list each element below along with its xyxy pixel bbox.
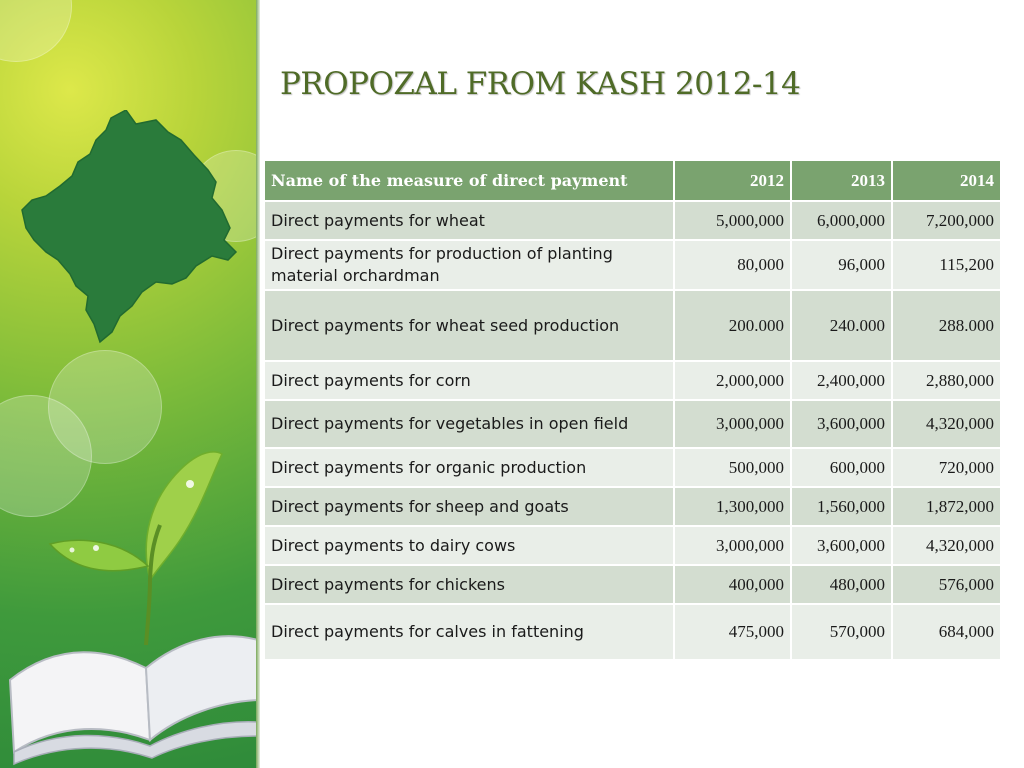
measure-name: Direct payments for calves in fattening [264,604,674,660]
measure-name: Direct payments for production of planting material orchardman [264,240,674,290]
column-header-2014: 2014 [892,160,1001,201]
value-2012: 80,000 [674,240,791,290]
value-2012: 2,000,000 [674,361,791,400]
direct-payments-table [263,159,1002,661]
value-2014: 1,872,000 [892,487,1001,526]
value-2012: 475,000 [674,604,791,660]
decorative-side-panel [0,0,258,768]
value-2014: 115,200 [892,240,1001,290]
column-header-measure: Name of the measure of direct payment [264,160,674,201]
table-row [264,448,1001,487]
table-row [264,201,1001,240]
value-2012: 5,000,000 [674,201,791,240]
value-2014: 720,000 [892,448,1001,487]
value-2012: 3,000,000 [674,400,791,448]
decorative-bubble [0,0,72,62]
column-header-2012: 2012 [674,160,791,201]
measure-name: Direct payments to dairy cows [264,526,674,565]
value-2014: 288.000 [892,290,1001,361]
table-header-row [264,160,1001,201]
table-row [264,526,1001,565]
value-2013: 1,560,000 [791,487,892,526]
table-row [264,487,1001,526]
value-2013: 570,000 [791,604,892,660]
value-2013: 3,600,000 [791,526,892,565]
value-2014: 7,200,000 [892,201,1001,240]
value-2012: 500,000 [674,448,791,487]
value-2012: 3,000,000 [674,526,791,565]
value-2014: 684,000 [892,604,1001,660]
table-row [264,240,1001,290]
measure-name: Direct payments for wheat [264,201,674,240]
value-2014: 4,320,000 [892,526,1001,565]
measure-name: Direct payments for wheat seed production [264,290,674,361]
value-2013: 480,000 [791,565,892,604]
value-2014: 4,320,000 [892,400,1001,448]
country-map-icon [16,110,258,350]
measure-name: Direct payments for chickens [264,565,674,604]
value-2014: 576,000 [892,565,1001,604]
measure-name: Direct payments for corn [264,361,674,400]
table-row [264,604,1001,660]
table-row [264,361,1001,400]
value-2014: 2,880,000 [892,361,1001,400]
value-2013: 6,000,000 [791,201,892,240]
table-row [264,565,1001,604]
value-2012: 200.000 [674,290,791,361]
value-2013: 3,600,000 [791,400,892,448]
value-2013: 96,000 [791,240,892,290]
value-2013: 240.000 [791,290,892,361]
table-row [264,400,1001,448]
value-2012: 1,300,000 [674,487,791,526]
value-2012: 400,000 [674,565,791,604]
slide-title: PROPOZAL FROM KASH 2012-14 [280,66,801,102]
book-sprout-icon [0,440,258,768]
value-2013: 600,000 [791,448,892,487]
table-row [264,290,1001,361]
column-header-2013: 2013 [791,160,892,201]
value-2013: 2,400,000 [791,361,892,400]
panel-divider [256,0,260,768]
measure-name: Direct payments for sheep and goats [264,487,674,526]
measure-name: Direct payments for organic production [264,448,674,487]
measure-name: Direct payments for vegetables in open field [264,400,674,448]
